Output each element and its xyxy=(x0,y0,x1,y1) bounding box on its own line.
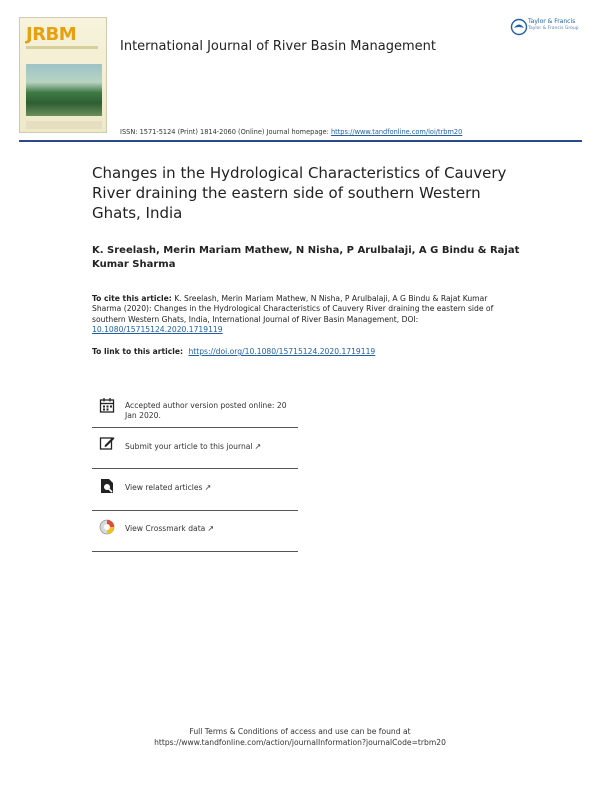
accepted-date-text: Accepted author version posted online: 20 Jan 2020. xyxy=(125,401,287,420)
cite-doi-link[interactable]: 10.1080/15715124.2020.1719119 xyxy=(92,325,223,335)
external-link-icon: ↗ xyxy=(254,442,262,451)
cite-text: K. Sreelash, Merin Mariam Mathew, N Nisha, P Arulbalaji, A G Bindu & Rajat Kumar Sharma (2020): Changes in the Hydrological Characteristics of Cauvery River draining the eastern side of southern Western Ghats, India, International Journal of River Basin Management, DOI: xyxy=(92,294,494,324)
submit-article-link[interactable] xyxy=(125,442,300,452)
row-divider xyxy=(92,551,298,552)
link-label: To link to this article: xyxy=(92,347,184,356)
publisher-logo-text xyxy=(528,18,579,32)
citation-block xyxy=(92,294,512,336)
related-articles-label: View related articles xyxy=(125,483,203,492)
cover-subtitle-bar xyxy=(26,46,98,49)
publisher-name: Taylor & Francis xyxy=(528,18,576,25)
header-divider xyxy=(19,140,582,142)
external-link-icon: ↗ xyxy=(207,524,215,533)
crossmark-icon xyxy=(99,519,115,535)
cite-label: To cite this article: xyxy=(92,294,172,303)
footer-terms-link[interactable]: https://www.tandfonline.com/action/journalInformation?journalCode=trbm20 xyxy=(154,737,446,747)
issn-line xyxy=(120,128,462,136)
journal-title: International Journal of River Basin Management xyxy=(120,39,436,54)
edit-icon xyxy=(99,435,115,451)
row-divider xyxy=(92,510,298,511)
submit-article-label: Submit your article to this journal xyxy=(125,442,253,451)
doi-link[interactable]: https://doi.org/10.1080/15715124.2020.1719119 xyxy=(188,347,376,356)
cover-photo xyxy=(26,64,102,116)
issn-text: ISSN: 1571-5124 (Print) 1814-2060 (Online) Journal homepage: xyxy=(120,128,329,136)
publisher-tagline: Taylor & Francis Group xyxy=(528,26,579,31)
row-divider xyxy=(92,427,298,428)
page-footer xyxy=(0,727,600,748)
crossmark-link[interactable] xyxy=(125,524,300,534)
crossmark-label: View Crossmark data xyxy=(125,524,206,533)
external-link-icon: ↗ xyxy=(204,483,212,492)
article-authors: K. Sreelash, Merin Mariam Mathew, N Nisha, P Arulbalaji, A G Bindu & Rajat Kumar Sharma xyxy=(92,245,520,270)
cover-footer-bar xyxy=(26,121,102,129)
link-block xyxy=(92,347,512,357)
journal-homepage-link[interactable]: https://www.tandfonline.com/loi/trbm20 xyxy=(330,128,463,136)
footer-terms-text: Full Terms & Conditions of access and use can be found at xyxy=(189,727,411,736)
calendar-icon xyxy=(99,397,115,413)
article-title: Changes in the Hydrological Characteristics of Cauvery River draining the eastern side of southern Western Ghats, India xyxy=(92,164,507,222)
related-articles-icon xyxy=(99,478,115,494)
cover-logo: JRBM xyxy=(26,24,77,45)
journal-cover-image xyxy=(19,17,107,133)
related-articles-link[interactable] xyxy=(125,483,300,493)
row-divider xyxy=(92,468,298,469)
